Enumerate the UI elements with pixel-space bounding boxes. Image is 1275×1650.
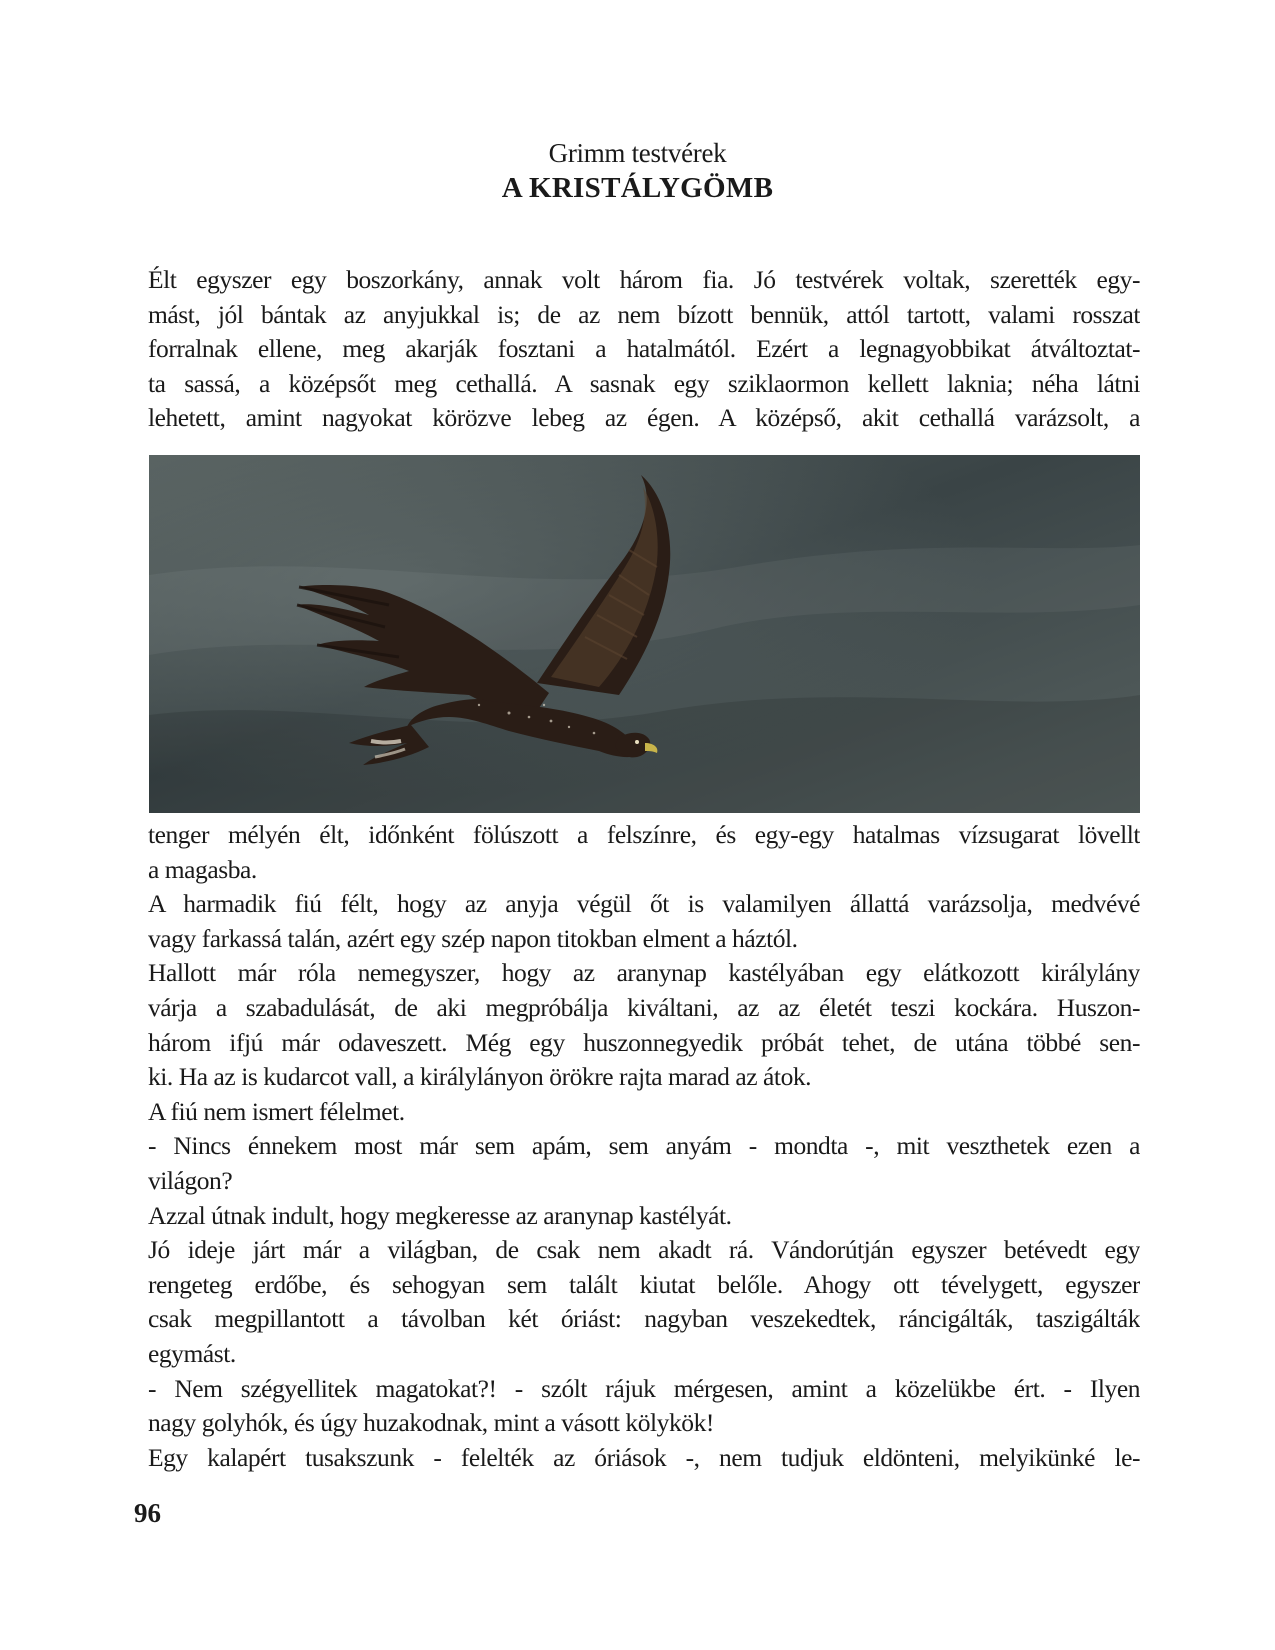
text-line: - Nincs énnekem most már sem apám, sem anyám - mondta -, mit veszthetek ezen a	[148, 1131, 1140, 1161]
text-line: - Nem szégyellitek magatokat?! - szólt rájuk mérgesen, amint a közelükbe ért. - Ilyen	[148, 1373, 1140, 1403]
eagle-illustration	[149, 455, 1140, 813]
text-line: rengeteg erdőbe, és sehogyan sem talált kiutat belőle. Ahogy ott tévelygett, egyszer	[148, 1269, 1140, 1299]
text-line: nagy golyhók, és úgy huzakodnak, mint a vásott kölykök!	[148, 1408, 714, 1438]
text-line: A fiú nem ismert félelmet.	[148, 1096, 405, 1126]
text-line: várja a szabadulását, de aki megpróbálja kiváltani, az az életét teszi kockára. Huszon-	[148, 992, 1140, 1022]
text-line: A harmadik fiú félt, hogy az anyja végül őt is valamilyen állattá varázsolja, medvévé	[148, 889, 1140, 919]
eagle-photo	[149, 455, 1140, 813]
text-line: egymást.	[148, 1338, 236, 1368]
text-line: vagy farkassá talán, azért egy szép napon titokban elment a háztól.	[148, 923, 798, 953]
text-line: forralnak ellene, meg akarják fosztani a hatalmától. Ezért a legnagyobbikat átváltoztat-	[148, 334, 1140, 364]
body-text-top	[148, 263, 1140, 436]
text-line: Jó ideje járt már a világban, de csak nem akadt rá. Vándorútján egyszer betévedt egy	[148, 1235, 1140, 1265]
text-line: ki. Ha az is kudarcot vall, a királylányon örökre rajta marad az átok.	[148, 1062, 812, 1092]
author-heading: Grimm testvérek	[548, 138, 727, 168]
text-line: világon?	[148, 1165, 233, 1195]
text-line: lehetett, amint nagyokat körözve lebeg az égen. A középső, akit cethallá varázsolt, a	[148, 403, 1140, 433]
body-text-bottom	[148, 818, 1140, 1475]
text-line: csak megpillantott a távolban két óriást: nagyban veszekedtek, ráncigálták, taszigálták	[148, 1304, 1140, 1334]
text-line: Hallott már róla nemegyszer, hogy az aranynap kastélyában egy elátkozott királylány	[148, 958, 1140, 988]
text-line: Azzal útnak indult, hogy megkeresse az aranynap kastélyát.	[148, 1200, 732, 1230]
text-line: Egy kalapért tusakszunk - felelték az óriások -, nem tudjuk eldönteni, melyikünké le-	[148, 1442, 1140, 1472]
story-title: A KRISTÁLYGÖMB	[501, 172, 774, 204]
text-line: Élt egyszer egy boszorkány, annak volt három fia. Jó testvérek voltak, szerették egy-	[148, 265, 1140, 294]
text-line: mást, jól bántak az anyjukkal is; de az nem bízott bennük, attól tartott, valami rosszat	[148, 299, 1140, 329]
text-line: három ifjú már odaveszett. Még egy huszonnegyedik próbát tehet, de utána többé sen-	[148, 1027, 1140, 1057]
text-line: a magasba.	[148, 854, 257, 884]
text-line: ta sassá, a középsőt meg cethallá. A sasnak egy sziklaormon kellett laknia; néha látni	[148, 368, 1140, 398]
page-number: 96	[134, 1498, 161, 1528]
text-line: tenger mélyén élt, időnként fölúszott a felszínre, és egy-egy hatalmas vízsugarat lövellt	[148, 820, 1140, 849]
